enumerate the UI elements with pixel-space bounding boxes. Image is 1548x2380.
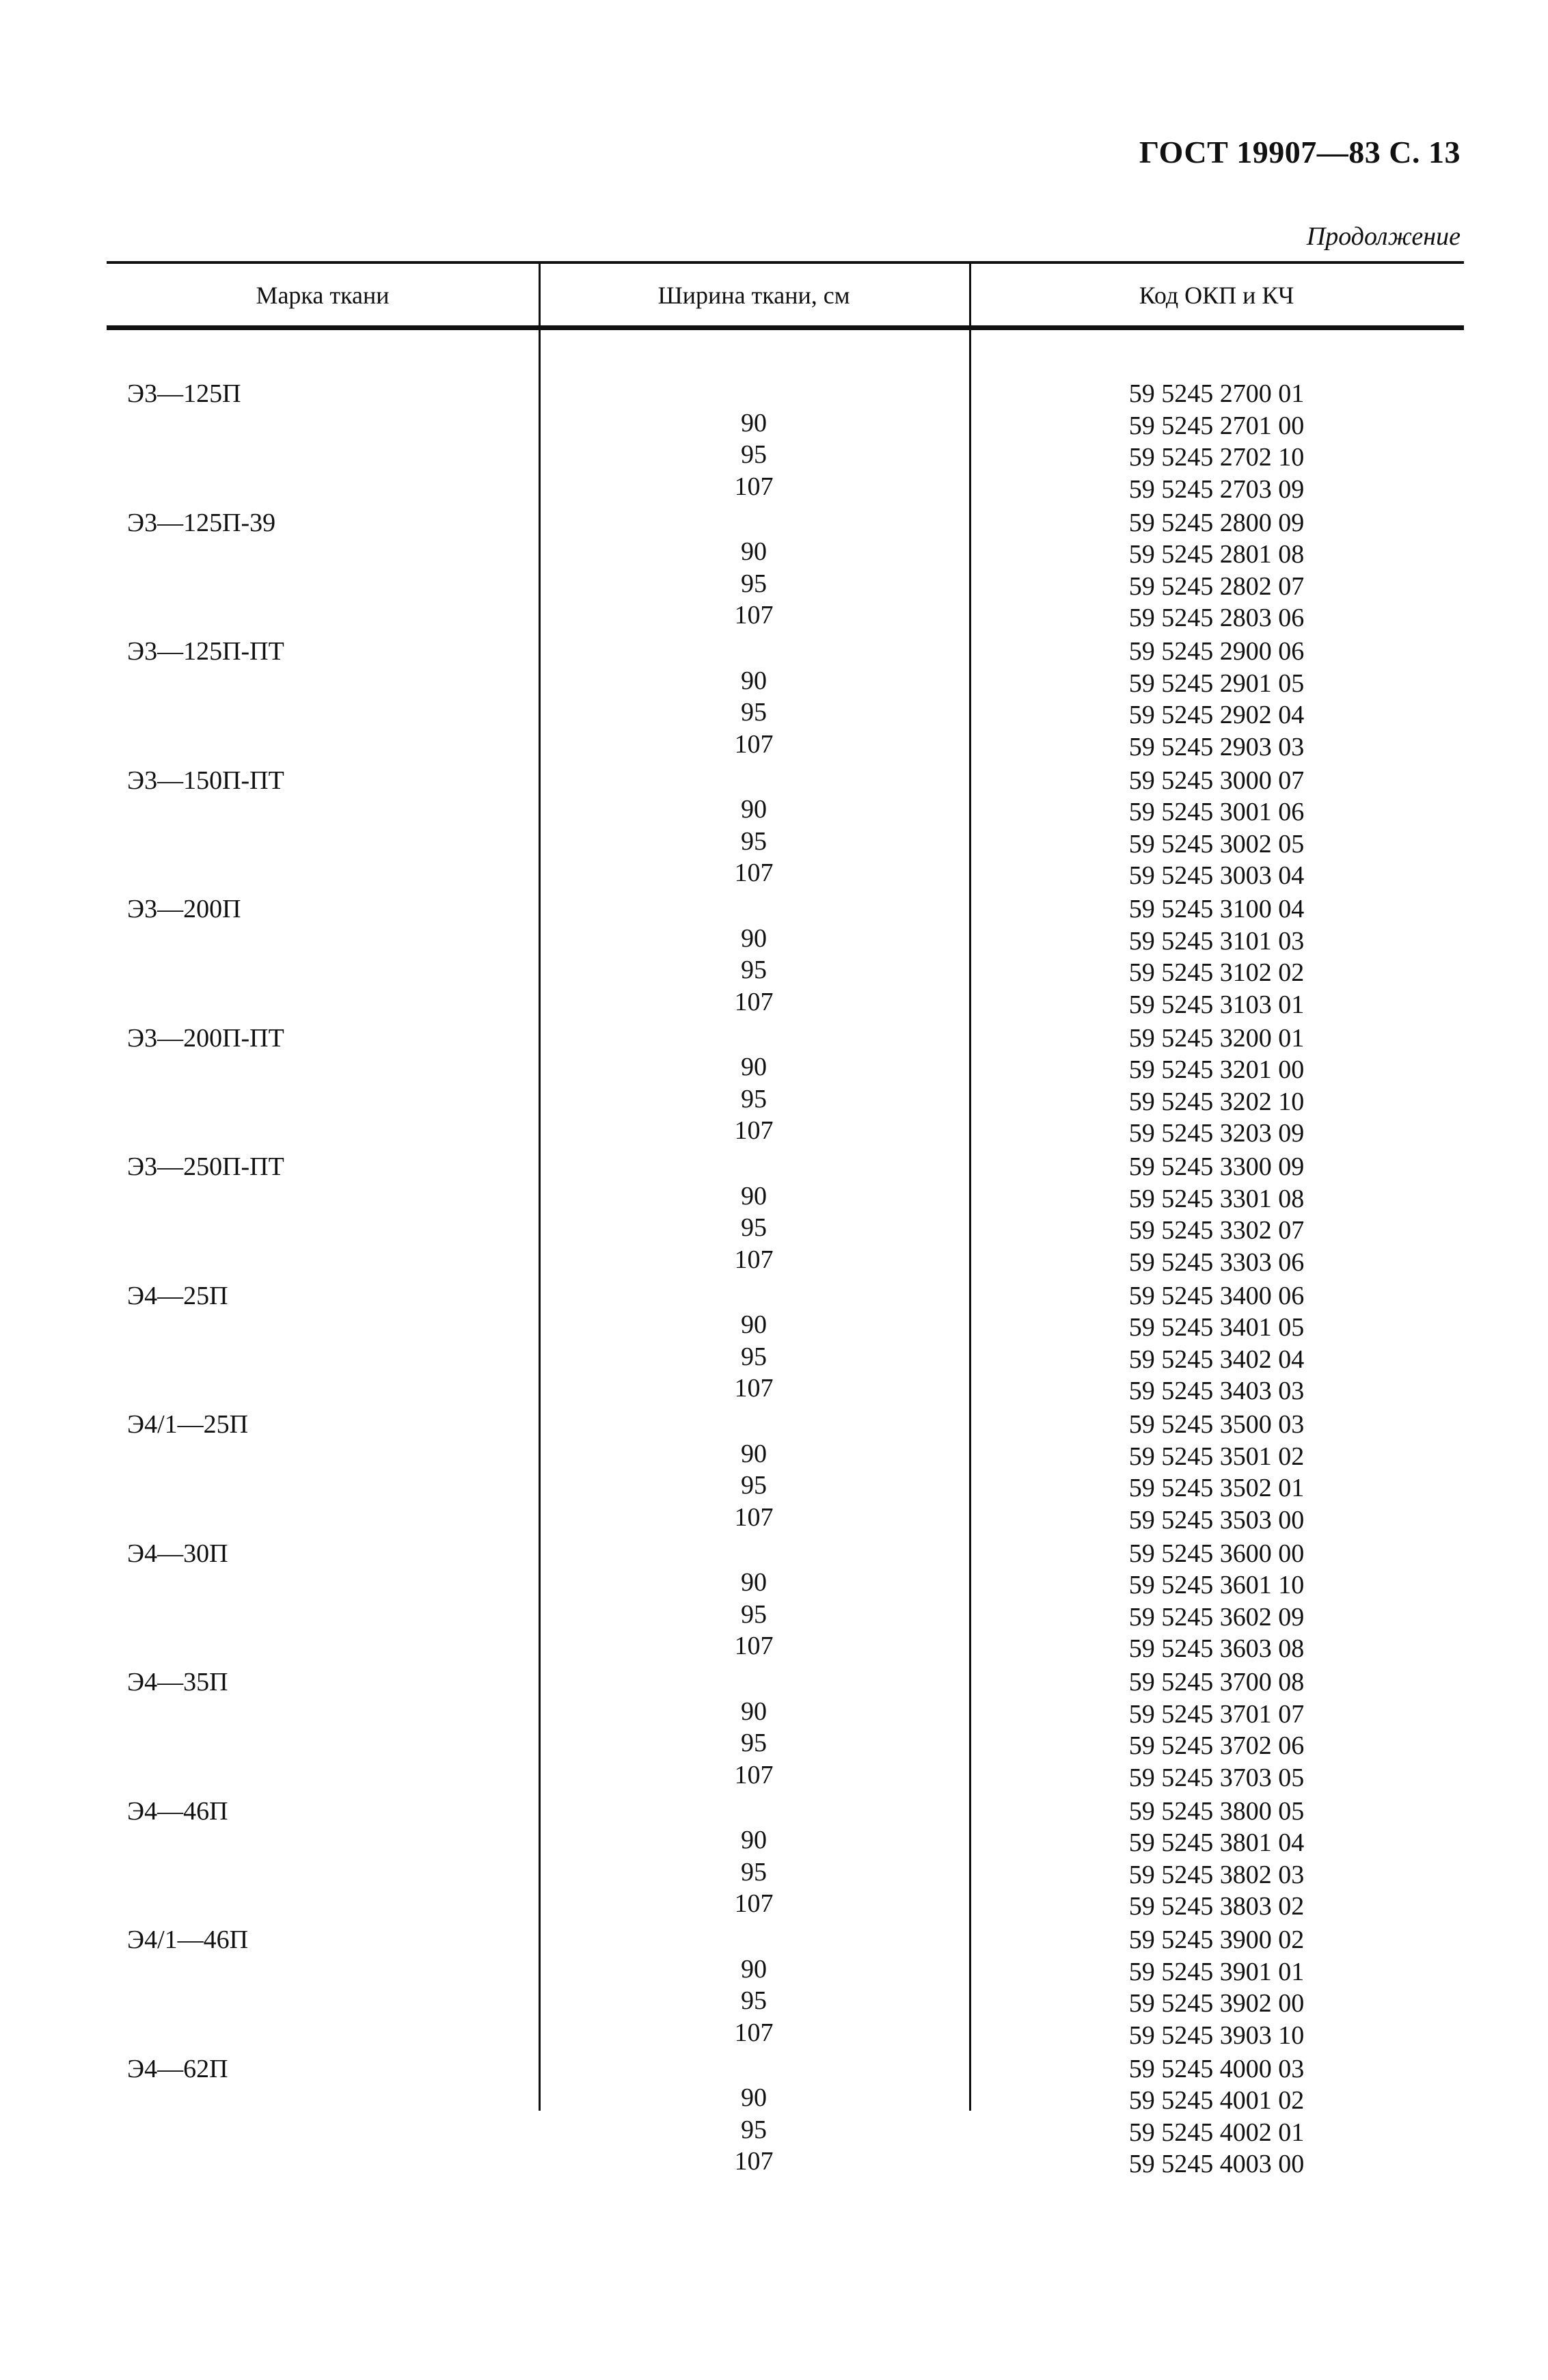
okp-code-cell: 59 5245 2700 01 (1128, 379, 1305, 408)
table-row (107, 1696, 1464, 1730)
fabric-width-cell: 95 (741, 1471, 767, 1500)
table-row (107, 474, 1464, 505)
okp-code-cell: 59 5245 3703 05 (1128, 1763, 1305, 1792)
fabric-width-cell: 90 (741, 2083, 767, 2112)
okp-code-cell: 59 5245 2800 09 (1128, 508, 1305, 537)
table-row (107, 1472, 1464, 1504)
page-header: ГОСТ 19907—83 С. 13 (1139, 135, 1461, 170)
okp-code-cell: 59 5245 2703 09 (1128, 474, 1305, 504)
table-row (107, 1796, 1464, 1827)
continuation-label: Продолжение (1306, 222, 1461, 251)
fabric-mark-cell: Э3—150П-ПТ (127, 766, 284, 795)
okp-code-cell: 59 5245 3303 06 (1128, 1247, 1305, 1277)
okp-code-cell: 59 5245 3002 05 (1128, 829, 1305, 858)
fabric-width-cell: 90 (741, 1568, 767, 1597)
fabric-width-cell: 90 (741, 537, 767, 566)
okp-code-cell: 59 5245 2801 08 (1128, 540, 1305, 569)
column-divider (539, 264, 541, 325)
okp-code-cell: 59 5245 3700 08 (1128, 1668, 1305, 1696)
okp-code-cell: 59 5245 3403 03 (1128, 1377, 1305, 1405)
okp-code-cell: 59 5245 3400 06 (1128, 1281, 1305, 1310)
fabric-width-cell: 107 (734, 2018, 774, 2047)
table-row (107, 539, 1464, 570)
table-body (107, 330, 1464, 2178)
fabric-width-cell: 90 (741, 1181, 767, 1211)
fabric-width-cell: 107 (734, 472, 774, 501)
table-row (107, 571, 1464, 602)
okp-code-cell: 59 5245 3701 07 (1128, 1699, 1305, 1729)
okp-code-cell: 59 5245 3402 04 (1128, 1344, 1305, 1374)
fabric-width-cell: 95 (741, 440, 767, 469)
fabric-table (107, 261, 1464, 2178)
fabric-width-cell: 107 (734, 1502, 774, 1532)
fabric-width-cell: 90 (741, 408, 767, 437)
table-row (107, 1118, 1464, 1149)
okp-code-cell: 59 5245 4002 01 (1128, 2118, 1305, 2147)
fabric-width-cell: 107 (734, 1760, 774, 1789)
table-row (107, 1183, 1464, 1215)
fabric-width-cell: 90 (741, 1954, 767, 1984)
table-row (107, 1859, 1464, 1891)
table-row (107, 410, 1464, 442)
okp-code-cell: 59 5245 3101 03 (1128, 926, 1305, 956)
okp-code-cell: 59 5245 3801 04 (1128, 1828, 1305, 1857)
column-header-fabric-width: Ширина ткани, см (657, 282, 850, 309)
okp-code-cell: 59 5245 3601 10 (1128, 1571, 1305, 1599)
table-row (107, 1215, 1464, 1246)
okp-code-cell: 59 5245 3500 03 (1128, 1410, 1305, 1439)
table-row (107, 1344, 1464, 1375)
table-row (107, 1023, 1464, 1054)
table-row (107, 1891, 1464, 1922)
table-row (107, 893, 1464, 925)
fabric-width-cell: 95 (741, 1342, 767, 1371)
table-row (107, 1441, 1464, 1472)
table-row (107, 765, 1464, 796)
okp-code-cell: 59 5245 3600 00 (1128, 1539, 1305, 1568)
okp-code-cell: 59 5245 3302 07 (1128, 1216, 1305, 1245)
fabric-width-cell: 90 (741, 666, 767, 695)
table-row (107, 1312, 1464, 1343)
fabric-width-cell: 95 (741, 1857, 767, 1887)
table-row (107, 1409, 1464, 1440)
fabric-width-cell: 90 (741, 795, 767, 824)
table-row (107, 1375, 1464, 1407)
fabric-width-cell: 95 (741, 1986, 767, 2015)
fabric-width-cell: 95 (741, 1729, 767, 1757)
okp-code-cell: 59 5245 2802 07 (1128, 571, 1305, 601)
fabric-width-cell: 95 (741, 698, 767, 727)
fabric-width-cell: 107 (734, 1116, 774, 1145)
fabric-mark-cell: Э3—125П-39 (127, 508, 276, 537)
table-row (107, 925, 1464, 957)
table-row (107, 1280, 1464, 1312)
okp-code-cell: 59 5245 3300 09 (1128, 1152, 1305, 1181)
fabric-width-cell: 107 (734, 1889, 774, 1918)
okp-code-cell: 59 5245 3901 01 (1128, 1957, 1305, 1986)
okp-code-cell: 59 5245 3201 00 (1128, 1055, 1305, 1084)
okp-code-cell: 59 5245 3803 02 (1128, 1892, 1305, 1921)
table-row (107, 989, 1464, 1020)
table-row (107, 796, 1464, 828)
table-row (107, 957, 1464, 988)
okp-code-cell: 59 5245 3502 01 (1128, 1474, 1305, 1502)
fabric-width-cell: 95 (741, 1599, 767, 1629)
fabric-width-cell: 90 (741, 1696, 767, 1726)
fabric-mark-cell: Э3—125П-ПТ (127, 637, 284, 666)
fabric-width-cell: 95 (741, 1084, 767, 1113)
okp-code-cell: 59 5245 2803 06 (1128, 604, 1305, 632)
okp-code-cell: 59 5245 3202 10 (1128, 1087, 1305, 1116)
fabric-width-cell: 107 (734, 987, 774, 1016)
okp-code-cell: 59 5245 3401 05 (1128, 1313, 1305, 1342)
fabric-mark-cell: Э4/1—25П (127, 1410, 249, 1439)
okp-code-cell: 59 5245 2902 04 (1128, 701, 1305, 729)
fabric-mark-cell: Э4—46П (127, 1796, 228, 1826)
fabric-width-cell: 90 (741, 1053, 767, 1081)
table-header (107, 261, 1464, 330)
table-row (107, 2085, 1464, 2116)
okp-code-cell: 59 5245 3603 08 (1128, 1634, 1305, 1663)
fabric-width-cell: 90 (741, 1310, 767, 1339)
table-row (107, 860, 1464, 891)
table-row (107, 1086, 1464, 1118)
fabric-width-cell: 107 (734, 1632, 774, 1660)
fabric-mark-cell: Э4—62П (127, 2054, 228, 2083)
okp-code-cell: 59 5245 2900 06 (1128, 637, 1305, 666)
okp-code-cell: 59 5245 3103 01 (1128, 990, 1305, 1019)
table-row (107, 1247, 1464, 1278)
table-row (107, 378, 1464, 409)
okp-code-cell: 59 5245 3100 04 (1128, 895, 1305, 923)
okp-code-cell: 59 5245 3702 06 (1128, 1731, 1305, 1760)
table-row (107, 1601, 1464, 1633)
table-row (107, 2148, 1464, 2180)
fabric-mark-cell: Э3—125П (127, 379, 241, 408)
fabric-width-cell: 107 (734, 2147, 774, 2176)
fabric-width-cell: 107 (734, 601, 774, 630)
table-row (107, 1666, 1464, 1698)
table-row (107, 1538, 1464, 1569)
okp-code-cell: 59 5245 4003 00 (1128, 2150, 1305, 2178)
okp-code-cell: 59 5245 2903 03 (1128, 732, 1305, 761)
okp-code-cell: 59 5245 3503 00 (1128, 1505, 1305, 1534)
fabric-width-cell: 107 (734, 858, 774, 887)
table-row (107, 1054, 1464, 1085)
fabric-mark-cell: Э3—200П (127, 895, 241, 923)
fabric-width-cell: 107 (734, 1245, 774, 1274)
fabric-width-cell: 95 (741, 826, 767, 856)
okp-code-cell: 59 5245 2901 05 (1128, 668, 1305, 698)
okp-code-cell: 59 5245 3501 02 (1128, 1442, 1305, 1471)
fabric-width-cell: 95 (741, 569, 767, 598)
table-row (107, 1956, 1464, 1988)
okp-code-cell: 59 5245 3301 08 (1128, 1184, 1305, 1213)
table-row (107, 636, 1464, 667)
fabric-mark-cell: Э3—250П-ПТ (127, 1152, 284, 1181)
okp-code-cell: 59 5245 4000 03 (1128, 2054, 1305, 2083)
okp-code-cell: 59 5245 3003 04 (1128, 861, 1305, 890)
okp-code-cell: 59 5245 3200 01 (1128, 1023, 1305, 1053)
fabric-width-cell: 107 (734, 729, 774, 759)
column-header-fabric-mark: Марка ткани (256, 282, 390, 309)
table-row (107, 602, 1464, 634)
table-row (107, 2117, 1464, 2148)
okp-code-cell: 59 5245 2701 00 (1128, 411, 1305, 440)
table-row (107, 1151, 1464, 1182)
table-row (107, 442, 1464, 473)
fabric-width-cell: 95 (741, 956, 767, 984)
table-row (107, 507, 1464, 539)
fabric-mark-cell: Э4—25П (127, 1281, 228, 1310)
table-row (107, 1633, 1464, 1664)
fabric-width-cell: 90 (741, 923, 767, 953)
okp-code-cell: 59 5245 3602 09 (1128, 1602, 1305, 1632)
okp-code-cell: 59 5245 2702 10 (1128, 443, 1305, 472)
okp-code-cell: 59 5245 4001 02 (1128, 2086, 1305, 2115)
table-row (107, 1924, 1464, 1956)
table-row (107, 699, 1464, 731)
fabric-mark-cell: Э4/1—46П (127, 1925, 249, 1954)
okp-code-cell: 59 5245 3802 03 (1128, 1860, 1305, 1889)
fabric-mark-cell: Э4—30П (127, 1539, 228, 1568)
table-row (107, 1569, 1464, 1601)
fabric-mark-cell: Э4—35П (127, 1668, 228, 1696)
table-row (107, 1988, 1464, 2019)
table-row (107, 2020, 1464, 2051)
fabric-width-cell: 107 (734, 1374, 774, 1403)
table-row (107, 1730, 1464, 1761)
fabric-width-cell: 90 (741, 1826, 767, 1854)
okp-code-cell: 59 5245 3000 07 (1128, 766, 1305, 795)
table-row (107, 731, 1464, 763)
okp-code-cell: 59 5245 3902 00 (1128, 1989, 1305, 2018)
fabric-width-cell: 95 (741, 1213, 767, 1242)
table-row (107, 2053, 1464, 2085)
okp-code-cell: 59 5245 3903 10 (1128, 2020, 1305, 2050)
table-row (107, 1762, 1464, 1794)
okp-code-cell: 59 5245 3102 02 (1128, 958, 1305, 987)
table-row (107, 1504, 1464, 1536)
okp-code-cell: 59 5245 3203 09 (1128, 1119, 1305, 1148)
table-row (107, 828, 1464, 860)
column-header-okp-code: Код ОКП и КЧ (1139, 282, 1294, 309)
fabric-width-cell: 95 (741, 2115, 767, 2144)
table-row (107, 668, 1464, 699)
okp-code-cell: 59 5245 3800 05 (1128, 1796, 1305, 1826)
okp-code-cell: 59 5245 3001 06 (1128, 798, 1305, 826)
fabric-mark-cell: Э3—200П-ПТ (127, 1023, 284, 1053)
okp-code-cell: 59 5245 3900 02 (1128, 1925, 1305, 1954)
fabric-width-cell: 90 (741, 1439, 767, 1468)
column-divider (969, 264, 971, 325)
table-row (107, 1827, 1464, 1858)
